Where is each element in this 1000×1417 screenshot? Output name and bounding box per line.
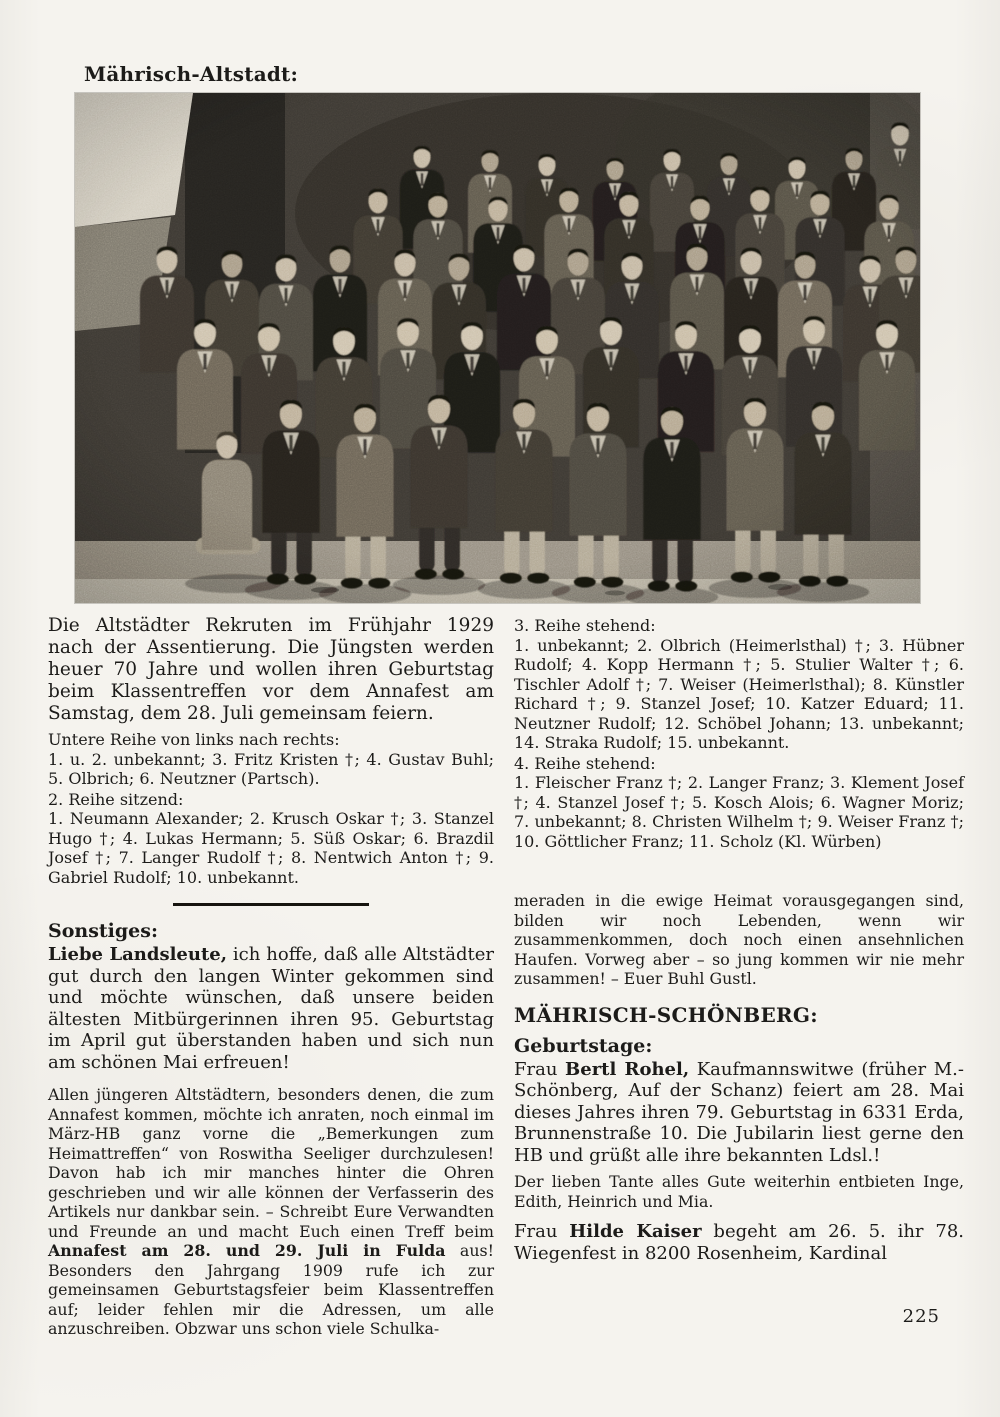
photo-caption-rows-continued [514,616,964,851]
section-title: Mährisch-Altstadt: [84,62,299,86]
caption-row-label: 2. Reihe sitzend: [48,789,184,809]
entry-prefix: Frau [514,1058,566,1080]
schoenberg-heading: MÄHRISCH-SCHÖNBERG: [514,1002,818,1027]
entry-rest: begeht am 26. 5. ihr 78. Wiegenfest in 8200 Rosenheim, Kardinal [514,1221,965,1264]
annafest-bold: Annafest am 28. und 29. Juli in Fulda [48,1241,446,1260]
sonstiges-lead-bold: Liebe Landsleute, [48,944,227,965]
sonstiges-heading: Sonstiges: [48,920,158,942]
caption-row-names: 1. Fleischer Franz †; 2. Langer Franz; 3. Klement Josef †; 4. Stanzel Josef †; 5. Kosch Alois; 6. Wagner Moriz; 7. unbekannt; 8. Christen Wilhelm †; 9. Weiser Franz †; 10. Göttlicher Franz; 11. Scholz (Kl. Würben) [514,773,964,851]
caption-row-names: 1. unbekannt; 2. Olbrich (Heimerlsthal) †; 3. Hübner Rudolf; 4. Kopp Hermann †; 5. Stulier Walter †; 6. Tischler Adolf †; 7. Weiser (Heimerlsthal); 8. Künstler Richard †; 9. Stanzel Josef; 10. Katzer Eduard; 11. Neutzner Rudolf; 12. Schöbel Johann; 13. unbekannt; 14. Straka Rudolf; 15. unbekannt. [514,635,964,752]
photo-caption-intro: Die Altstädter Rekruten im Frühjahr 1929 nach der Assentierung. Die Jüngsten werden heuer 70 Jahre und wollen ihren Geburtstag beim Klassentreffen vor dem Annafest am Samstag, dem 28. Juli gemeinsam feiern. [48,615,494,724]
sonstiges-paragraph [48,944,494,1073]
caption-row-names: 1. u. 2. unbekannt; 3. Fritz Kristen †; 4. Gustav Buhl; 5. Olbrich; 6. Neutzner (Partsch). [48,749,494,788]
caption-row-names: 1. Neumann Alexander; 2. Krusch Oskar †; 3. Stanzel Hugo †; 4. Lukas Hermann; 5. Süß Oskar; 6. Brazdil Josef †; 7. Langer Rudolf †; 8. Nentwich Anton †; 9. Gabriel Rudolf; 10. unbekannt. [48,809,494,887]
group-photo [75,93,920,603]
geburtstage-subheading: Geburtstage: [514,1034,653,1057]
birthday-entry-kaiser [514,1221,964,1264]
caption-row-label: 3. Reihe stehend: [514,616,656,635]
followup-text-after: aus! Besonders den Jahrgang 1909 rufe ich zur gemeinsamen Geburtstagsfeier beim Klassentreffen auf; leider fehlen mir die Adressen, um alle anzuschreiben. Obzwar uns schon viele Schulka- [48,1241,494,1338]
followup-text-before: Allen jüngeren Altstädtern, besonders denen, die zum Annafest kommen, möchte ich anraten, noch einmal im März-HB ganz vorne die „Bemerkungen zum Heimattreffen“ von Roswitha Seeliger durchzulesen! Davon hab ich mir manches hinter die Ohren geschrieben und wir alle können der Verfasserin des Artikels nur dankbar sein. – Schreibt Eure Verwandten und Freunde an und macht Euch einen Treff beim [48,1085,494,1241]
entry-name-bold: Hilde Kaiser [569,1221,702,1242]
birthday-entry-rohel [514,1059,964,1167]
sonstiges-lead-rest: ich hoffe, daß alle Altstädter gut durch den langen Winter gekommen sind und möchte wünschen, daß unsere beiden ältesten Mitbürgerinnen ihren 95. Geburtstag im April gut überstanden haben und sich nun am schönen Mai erfreuen! [48,944,494,1073]
right-column [514,615,964,1264]
entry-rest: Kaufmannswitwe (früher M.-Schönberg, Auf der Schanz) feiert am 28. Mai dieses Jahres ihren 79. Geburtstag in 6331 Erda, Brunnenstraße 10. Die Jubilarin liest gerne den HB und grüßt alle ihre bekannten Ldsl.! [514,1058,964,1166]
photo-caption-rows [48,730,494,887]
sonstiges-continuation: meraden in die ewige Heimat vorausgegangen sind, bilden wir noch Lebenden, wenn wir zusammenkommen, doch noch einen ansehnlichen Haufen. Vorweg aber – so jung kommen wir nie mehr zusammen! – Euer Buhl Gustl. [514,891,964,988]
page-number: 225 [902,1306,940,1327]
birthday-note: Der lieben Tante alles Gute weiterhin entbieten Inge, Edith, Heinrich und Mia. [514,1172,964,1211]
entry-name-bold: Bertl Rohel, [565,1058,690,1080]
sonstiges-followup-paragraph [48,1085,494,1339]
left-column [48,615,494,1339]
entry-prefix: Frau [514,1221,570,1242]
section-divider [173,903,369,906]
group-photo-illustration [75,93,920,603]
caption-row-label: 4. Reihe stehend: [514,753,656,773]
caption-row-label: Untere Reihe von links nach rechts: [48,730,340,749]
